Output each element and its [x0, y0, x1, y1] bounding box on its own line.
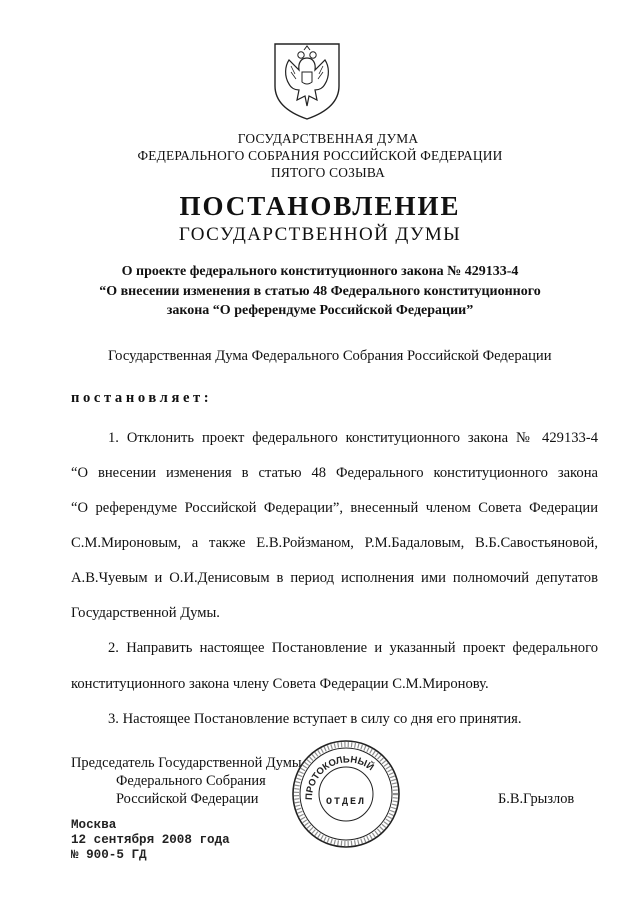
item-1-line-5: А.В.Чуевым и О.И.Денисовым в период исполнения ими полномочий депутатов [71, 570, 598, 586]
signatory-name: Б.В.Грызлов [498, 791, 575, 807]
issue-date: 12 сентября 2008 года [71, 833, 230, 847]
item-1-line-3: “О референдуме Российской Федерации”, внесенный членом Совета Федерации [71, 500, 598, 516]
issuer-line-1: ГОСУДАРСТВЕННАЯ ДУМА [237, 131, 419, 146]
bill-heading-line-1: О проекте федерального конституционного закона № 429133-4 [121, 264, 519, 279]
stamp-arc-text: ПРОТОКОЛЬНЫЙ [303, 754, 376, 801]
signatory-role-line-1: Председатель Государственной Думы [71, 755, 302, 771]
document-subtitle: ГОСУДАРСТВЕННОЙ ДУМЫ [178, 224, 462, 245]
item-1-line-6: Государственной Думы. [71, 605, 220, 621]
coat-of-arms-emblem-icon [271, 40, 343, 122]
document-title: ПОСТАНОВЛЕНИЕ [179, 191, 461, 221]
item-2-line-2: конституционного закона члену Совета Федерации С.М.Миронову. [71, 676, 489, 692]
item-2-line-1: 2. Направить настоящее Постановление и указанный проект федерального [108, 640, 598, 656]
stamp-center-text: ОТДЕЛ [325, 797, 367, 808]
bill-heading [0, 262, 640, 321]
item-1-line-4: С.М.Мироновым, а также Е.В.Ройзманом, Р.М.Бадаловым, В.Б.Савостьяновой, [71, 535, 598, 551]
item-3-text: 3. Настоящее Постановление вступает в силу со дня его принятия. [108, 711, 522, 727]
item-1-line-2: “О внесении изменения в статью 48 Федерального конституционного закона [71, 465, 598, 481]
item-1-line-1: 1. Отклонить проект федерального конституционного закона № 429133-4 [108, 430, 598, 446]
issuer-line-2: ФЕДЕРАЛЬНОГО СОБРАНИЯ РОССИЙСКОЙ ФЕДЕРАЦИИ [137, 148, 503, 163]
issuer-line-3: ПЯТОГО СОЗЫВА [270, 165, 386, 180]
bill-heading-line-2: “О внесении изменения в статью 48 Федерального конституционного [99, 283, 541, 299]
signatory-role-line-2: Федерального Собрания [116, 773, 266, 789]
document-number: № 900-5 ГД [71, 848, 147, 862]
bill-heading-line-3: закона “О референдуме Российской Федерации” [166, 303, 474, 318]
signatory-role-line-3: Российской Федерации [116, 791, 259, 807]
round-stamp-icon [290, 738, 402, 850]
decides-label: постановляет: [71, 390, 213, 406]
issue-place: Москва [71, 818, 117, 832]
preamble-text: Государственная Дума Федерального Собрания Российской Федерации [108, 348, 552, 364]
